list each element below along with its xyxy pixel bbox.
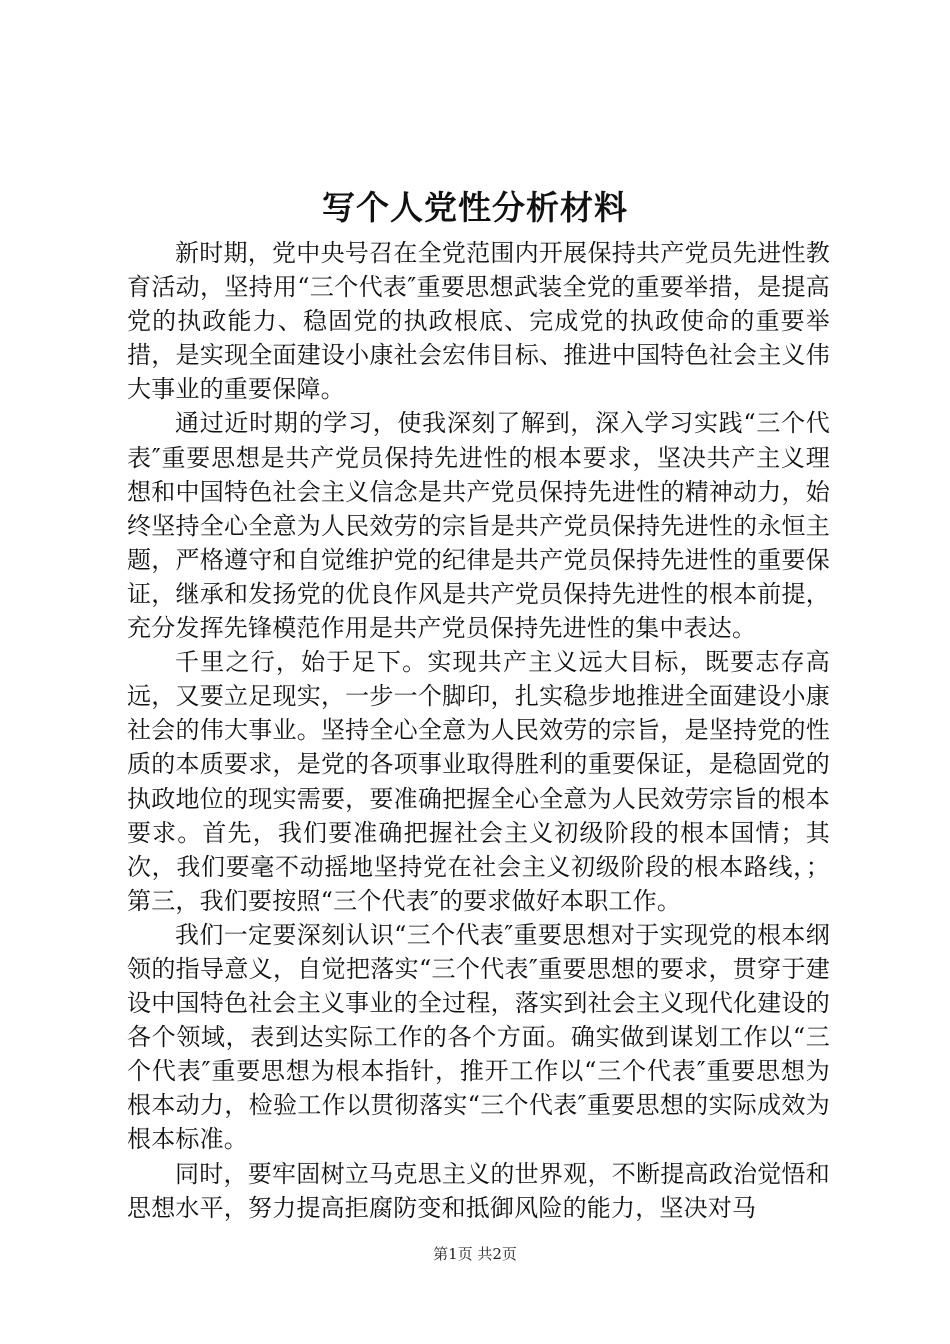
paragraph-2: 通过近时期的学习，使我深刻了解到，深入学习实践“三个代表″重要思想是共产党员保持先进性的根本要求，坚决共产主义理想和中国特色社会主义信念是共产党员保持先进性的精神动力，始终坚持全心全意为人民效劳的宗旨是共产党员保持先进性的永恒主题，严格遵守和自觉维护党的纪律是共产党员保持先进性的重要保证，继承和发扬党的优良作风是共产党员保持先进性的根本前提，充分发挥先锋模范作用是共产党员保持先进性的集中表达。 <box>127 409 830 643</box>
document-title: 写个人党性分析材料 <box>322 188 628 227</box>
paragraph-1: 新时期，党中央号召在全党范围内开展保持共产党员先进性教育活动，坚持用“三个代表″重要思想武装全党的重要举措，是提高党的执政能力、稳固党的执政根底、完成党的执政使命的重要举措，是实现全面建设小康社会宏伟目标、推进中国特色社会主义伟大事业的重要保障。 <box>127 239 830 404</box>
paragraph-3: 千里之行，始于足下。实现共产主义远大目标，既要志存高远，又要立足现实，一步一个脚印，扎实稳步地推进全面建设小康社会的伟大事业。坚持全心全意为人民效劳的宗旨，是坚持党的性质的本质要求，是党的各项事业取得胜利的重要保证，是稳固党的执政地位的现实需要，要准确把握全心全意为人民效劳宗旨的根本要求。首先，我们要准确把握社会主义初级阶段的根本国情；其次，我们要毫不动摇地坚持党在社会主义初级阶段的根本路线，；第三，我们要按照“三个代表″的要求做好本职工作。 <box>127 648 830 915</box>
paragraph-5: 同时，要牢固树立马克思主义的世界观，不断提高政治觉悟和思想水平，努力提高拒腐防变和抵御风险的能力，坚决对马 <box>127 1159 830 1222</box>
page-footer: 第1页 共2页 <box>433 1245 517 1263</box>
document-body <box>127 236 830 1225</box>
paragraph-4: 我们一定要深刻认识“三个代表″重要思想对于实现党的根本纲领的指导意义，自觉把落实“三个代表″重要思想的要求，贯穿于建设中国特色社会主义事业的全过程，落实到社会主义现代化建设的各个领域，表到达实际工作的各个方面。确实做到谋划工作以“三个代表″重要思想为根本指针，推开工作以“三个代表″重要思想为根本动力，检验工作以贯彻落实“三个代表″重要思想的实际成效为根本标准。 <box>127 920 830 1154</box>
